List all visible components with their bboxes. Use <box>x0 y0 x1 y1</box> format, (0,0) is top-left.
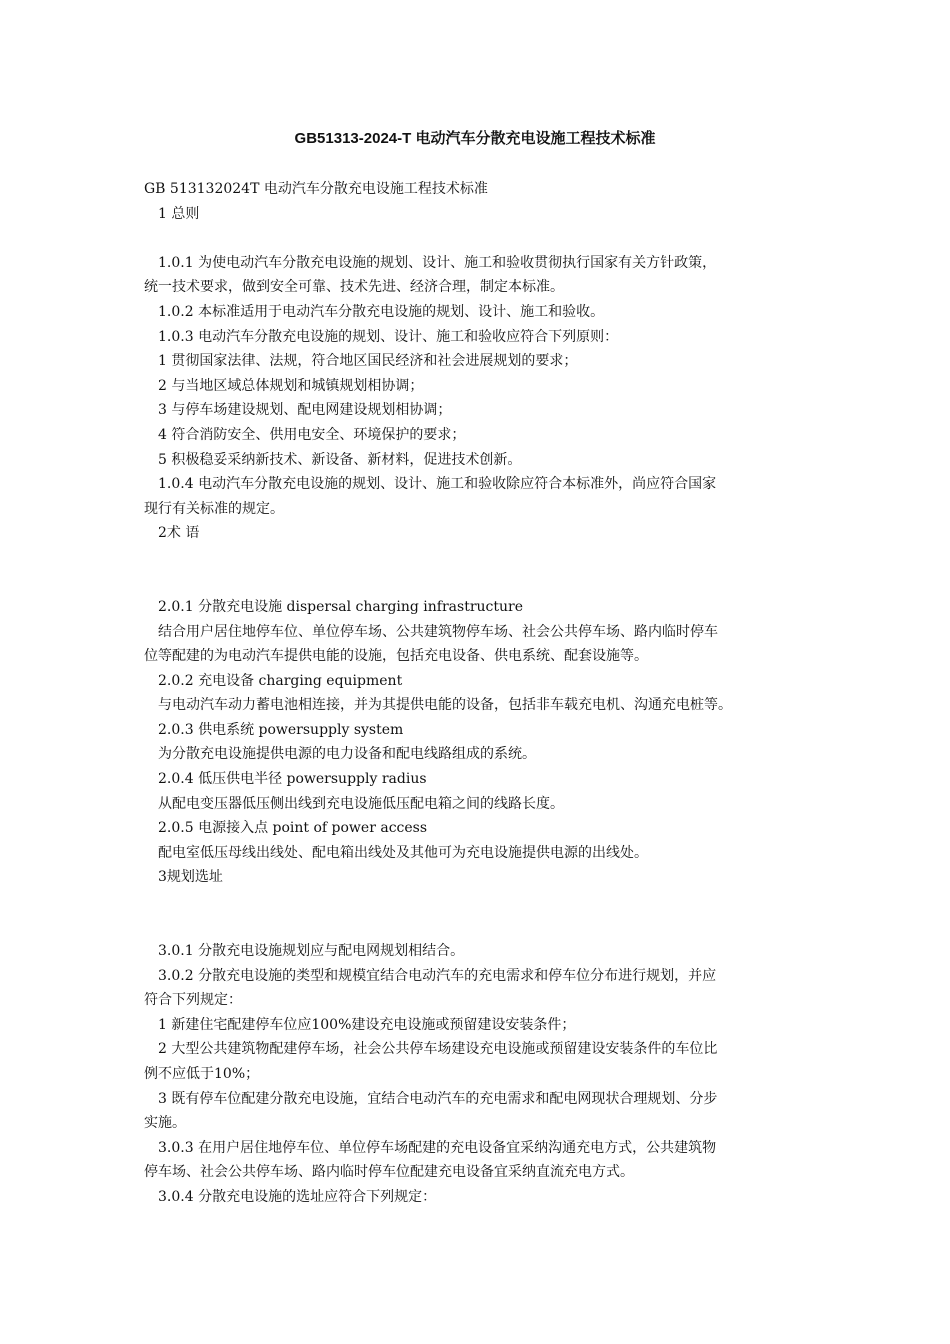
term-heading: 2.0.3 供电系统 powersupply system <box>158 721 404 738</box>
term-heading: 2.0.2 充电设备 charging equipment <box>158 672 403 689</box>
clause: 3.0.4 分散充电设施的选址应符合下列规定： <box>158 1188 437 1205</box>
term-definition: 与电动汽车动力蓄电池相连接，并为其提供电能的设备，包括非车载充电机、沟通充电桩等。 <box>158 697 732 714</box>
list-item: 5 积极稳妥采纳新技术、新设备、新材料，促进技术创新。 <box>158 451 522 468</box>
term-heading: 2.0.4 低压供电半径 powersupply radius <box>158 771 427 788</box>
chapter-heading: 2术 语 <box>158 525 200 542</box>
clause-continuation: 符合下列规定： <box>144 992 242 1009</box>
clause: 3.0.1 分散充电设施规划应与配电网规划相结合。 <box>158 943 465 960</box>
clause: 1.0.4 电动汽车分散充电设施的规划、设计、施工和验收除应符合本标准外，尚应符合国家 <box>158 476 717 493</box>
list-item: 2 与当地区域总体规划和城镇规划相协调； <box>158 377 424 394</box>
chapter-heading: 1 总则 <box>158 205 200 222</box>
list-item: 1 新建住宅配建停车位应100%建设充电设施或预留建设安装条件； <box>158 1016 576 1033</box>
term-definition: 结合用户居住地停车位、单位停车场、公共建筑物停车场、社会公共停车场、路内临时停车 <box>158 623 718 640</box>
list-item: 4 符合消防安全、供用电安全、环境保护的要求； <box>158 426 466 443</box>
clause: 1.0.1 为使电动汽车分散充电设施的规划、设计、施工和验收贯彻执行国家有关方针政策， <box>158 254 717 271</box>
term-definition: 配电室低压母线出线处、配电箱出线处及其他可为充电设施提供电源的出线处。 <box>158 844 648 861</box>
list-item: 1 贯彻国家法律、法规，符合地区国民经济和社会进展规划的要求； <box>158 353 578 370</box>
document-title: GB51313-2024-T 电动汽车分散充电设施工程技术标准 <box>294 130 656 147</box>
list-item: 3 与停车场建设规划、配电网建设规划相协调； <box>158 402 452 419</box>
document-body <box>144 177 814 1210</box>
chapter-heading: 3规划选址 <box>158 869 223 886</box>
list-item-continuation: 例不应低于10%； <box>144 1066 260 1082</box>
clause: 1.0.2 本标准适用于电动汽车分散充电设施的规划、设计、施工和验收。 <box>158 303 605 320</box>
term-definition: 为分散充电设施提供电源的电力设备和配电线路组成的系统。 <box>158 746 536 763</box>
list-item-continuation: 实施。 <box>144 1115 186 1132</box>
term-heading: 2.0.5 电源接入点 point of power access <box>158 820 428 837</box>
term-heading: 2.0.1 分散充电设施 dispersal charging infrastructure <box>158 598 524 615</box>
list-item: 2 大型公共建筑物配建停车场，社会公共停车场建设充电设施或预留建设安装条件的车位比 <box>158 1041 718 1058</box>
standard-heading: GB 513132024T 电动汽车分散充电设施工程技术标准 <box>144 181 488 197</box>
clause-continuation: 现行有关标准的规定。 <box>144 500 284 517</box>
clause: 3.0.2 分散充电设施的类型和规模宜结合电动汽车的充电需求和停车位分布进行规划，并应 <box>158 967 717 984</box>
term-definition: 从配电变压器低压侧出线到充电设施低压配电箱之间的线路长度。 <box>158 795 564 812</box>
term-definition-continuation: 位等配建的为电动汽车提供电能的设施，包括充电设备、供电系统、配套设施等。 <box>144 648 648 665</box>
clause: 3.0.3 在用户居住地停车位、单位停车场配建的充电设备宜采纳沟通充电方式，公共建筑物 <box>158 1139 717 1156</box>
list-item: 3 既有停车位配建分散充电设施，宜结合电动汽车的充电需求和配电网现状合理规划、分步 <box>158 1090 718 1107</box>
clause-continuation: 统一技术要求，做到安全可靠、技术先进、经济合理，制定本标准。 <box>144 279 564 296</box>
clause-continuation: 停车场、社会公共停车场、路内临时停车位配建充电设备宜采纳直流充电方式。 <box>144 1164 634 1181</box>
clause: 1.0.3 电动汽车分散充电设施的规划、设计、施工和验收应符合下列原则： <box>158 328 619 345</box>
